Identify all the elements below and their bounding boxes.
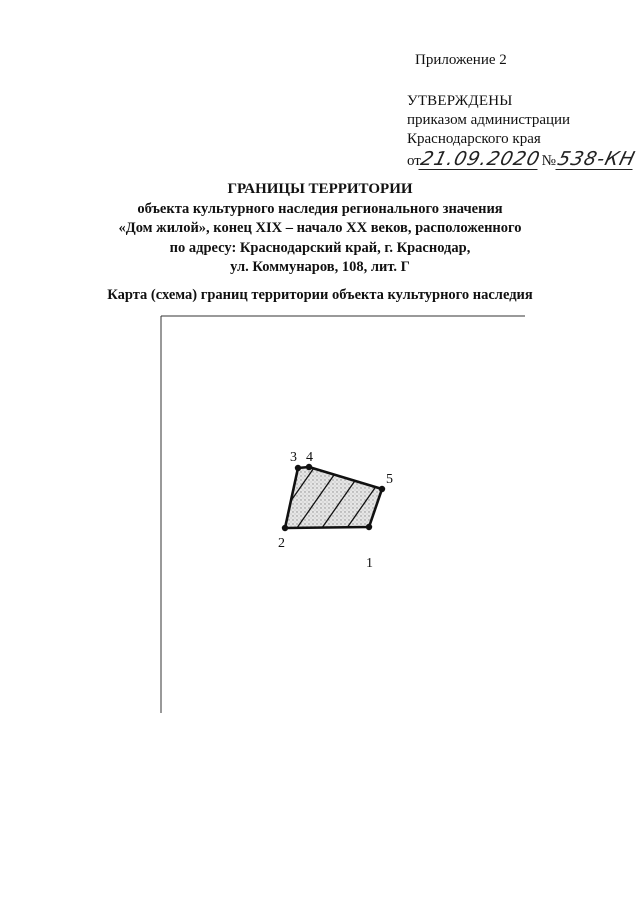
title-line-1: ГРАНИЦЫ ТЕРРИТОРИИ	[227, 181, 413, 197]
boundary-point-2	[282, 525, 288, 531]
map-caption: Карта (схема) границ территории объекта культурного наследия	[107, 287, 533, 303]
handwritten-order-number: 538-КН	[555, 148, 638, 170]
number-sign: №	[541, 153, 556, 169]
title-line-5: ул. Коммунаров, 108, лит. Г	[230, 259, 410, 275]
boundary-point-3	[295, 465, 301, 471]
point-label-3: 3	[290, 450, 297, 465]
approved-by-line1: приказом администрации	[407, 112, 571, 128]
point-label-1: 1	[366, 556, 373, 571]
approved-by-line2: Краснодарского края	[407, 131, 541, 147]
boundary-point-5	[379, 486, 385, 492]
handwritten-date: 21.09.2020	[418, 148, 543, 170]
from-prefix: от	[407, 153, 421, 169]
order-date-number-line	[407, 148, 638, 171]
appendix-label: Приложение 2	[415, 52, 507, 68]
boundary-point-1	[366, 524, 372, 530]
title-line-2: объекта культурного наследия регионального значения	[137, 200, 503, 217]
title-line-3: «Дом жилой», конец XIX – начало XX веков, расположенного	[118, 220, 522, 236]
point-label-5: 5	[386, 472, 393, 487]
point-label-4: 4	[306, 450, 313, 465]
approval-block	[407, 92, 638, 171]
point-label-2: 2	[278, 536, 285, 551]
document-title	[0, 180, 640, 278]
title-line-4: по адресу: Краснодарский край, г. Краснодар,	[169, 239, 471, 256]
territory-boundary-map	[160, 315, 530, 715]
approved-heading: УТВЕРЖДЕНЫ	[407, 93, 513, 109]
